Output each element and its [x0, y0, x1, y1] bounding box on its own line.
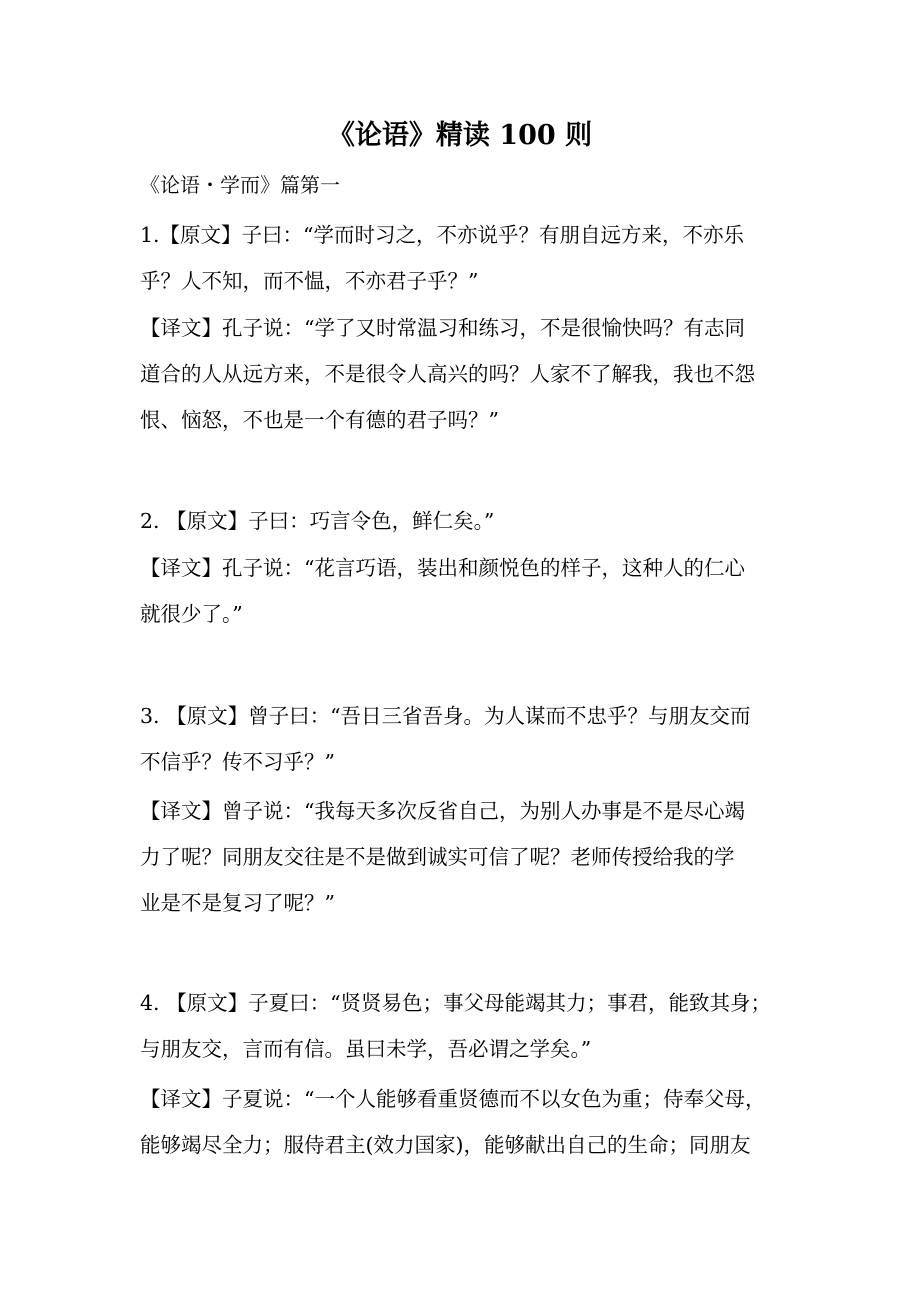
entry-1-original: [140, 212, 780, 304]
entry-4-translation: [140, 1076, 780, 1168]
text-line: 乎？人不知，而不愠，不亦君子乎？”: [140, 269, 479, 293]
entry-4-original: [140, 980, 780, 1072]
text-line: 不信乎？传不习乎？”: [140, 750, 335, 774]
text-line: 与朋友交，言而有信。虽曰未学，吾必谓之学矣。”: [140, 1037, 592, 1061]
text-line: 道合的人从远方来，不是很令人高兴的吗？人家不了解我，我也不怨: [140, 362, 755, 386]
document-title: 《论语》精读 100 则: [327, 120, 593, 151]
entry-1-translation: [140, 305, 780, 443]
text-line: 力了呢？同朋友交往是不是做到诚实可信了呢？老师传授给我的学: [140, 845, 735, 869]
text-line: 能够竭尽全力；服侍君主(效力国家)，能够献出自己的生命；同朋友: [140, 1133, 751, 1157]
text-line: 1.【原文】子曰：“学而时习之，不亦说乎？有朋自远方来，不亦乐: [140, 223, 745, 247]
text-line: 【译文】曾子说：“我每天多次反省自己，为别人办事是不是尽心竭: [140, 799, 745, 823]
text-line: 3. 【原文】曾子曰：“吾日三省吾身。为人谋而不忠乎？与朋友交而: [140, 704, 751, 728]
text-line: 业是不是复习了呢？”: [140, 891, 335, 915]
entry-2-translation: [140, 545, 780, 637]
entry-2-original: [140, 498, 780, 544]
entry-3-original: [140, 693, 780, 785]
text-line: 就很少了。”: [140, 602, 243, 626]
section-heading: 《论语・学而》篇第一: [140, 173, 340, 197]
text-line: 【译文】子夏说：“一个人能够看重贤德而不以女色为重；侍奉父母，: [140, 1087, 766, 1111]
text-line: 【译文】孔子说：“花言巧语，装出和颜悦色的样子，这种人的仁心: [140, 556, 745, 580]
text-line: 4. 【原文】子夏曰：“贤贤易色；事父母能竭其力；事君，能致其身；: [140, 991, 772, 1015]
text-line: 2. 【原文】子曰：巧言令色，鲜仁矣。”: [140, 509, 495, 533]
text-line: 恨、恼怒，不也是一个有德的君子吗？”: [140, 408, 499, 432]
entry-3-translation: [140, 788, 780, 926]
text-line: 【译文】孔子说：“学了又时常温习和练习，不是很愉快吗？有志同: [140, 316, 745, 340]
